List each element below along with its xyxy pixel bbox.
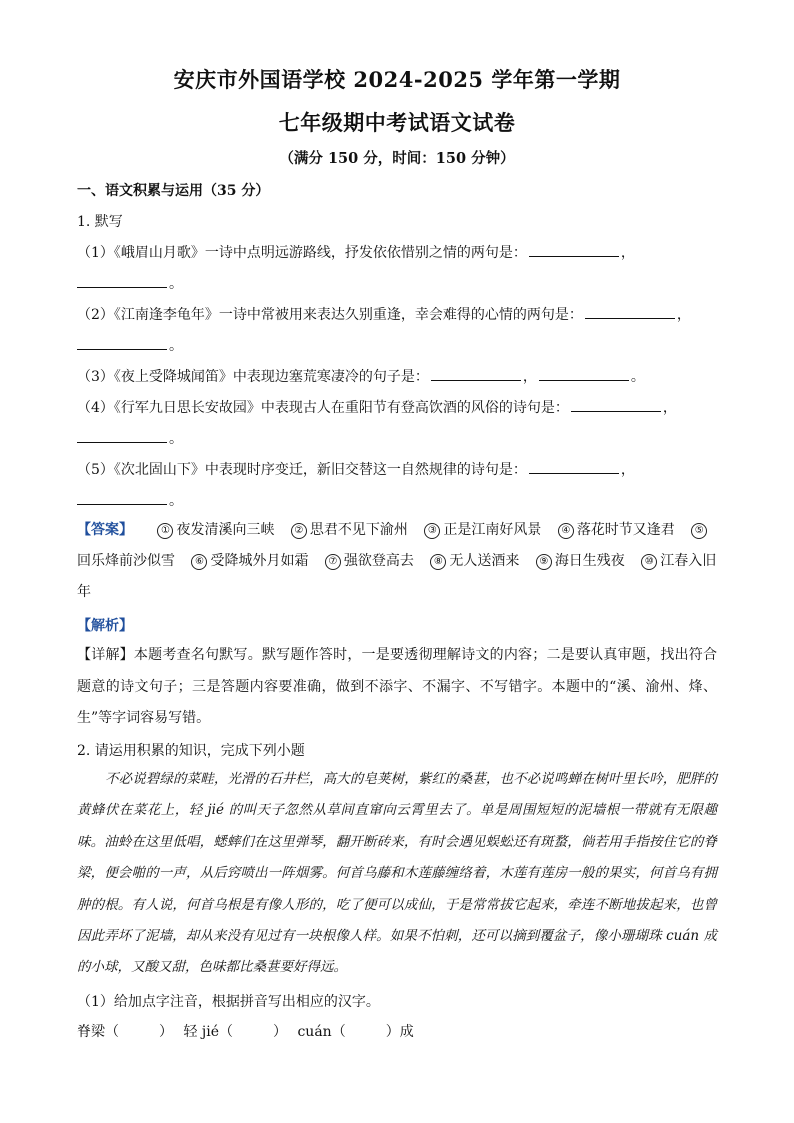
answer-text: 回乐烽前沙似雪 <box>77 553 175 569</box>
answer-number: ⑨ <box>536 554 552 570</box>
answer-block <box>77 515 717 608</box>
item-prompt: （3）《夜上受降城闻笛》中表现边塞荒寒凄冷的句子是： <box>77 369 429 385</box>
fill-label-1: 脊梁（ <box>77 1024 119 1040</box>
answer-number: ⑤ <box>691 523 707 539</box>
answer-text: 无人送酒来 <box>449 553 520 569</box>
question-1-stem: 1. 默写 <box>77 214 123 230</box>
question-1-item-2-cont <box>77 335 717 355</box>
separator: ， <box>676 307 691 323</box>
question-1-item-5 <box>77 459 717 479</box>
answer-blank[interactable] <box>571 397 661 412</box>
answer-number: ⑧ <box>430 554 446 570</box>
reading-passage: 不必说碧绿的菜畦，光滑的石井栏，高大的皂荚树，紫红的桑葚，也不必说鸣蝉在树叶里长吟，肥胖的黄蜂伏在菜花上，轻 jié 的叫天子忽然从草间直窜向云霄里去了。单是周围短短的泥墙根一带就有无限趣味。油蛉在这里低唱，蟋蟀们在这里弹琴，翻开断砖来，有时会遇见蜈蚣还有斑蝥，倘若用手指按住它的脊梁，便会啪的一声，从后窍喷出一阵烟雾。何首乌藤和木莲藤缠络着，木莲有莲房一般的果实，何首乌有拥肿的根。有人说，何首乌根是有像人形的，吃了便可以成仙，于是常常拔它起来，牵连不断地拔起来，也曾因此弄坏了泥墙，却从来没有见过有一块根像人样。如果不怕刺，还可以摘到覆盆子，像小珊瑚珠 cuán 成的小球，又酸又甜，色味都比桑葚要好得远。 <box>77 771 717 976</box>
exam-score-time: （满分 150 分，时间：150 分钟） <box>279 150 515 167</box>
separator: ， <box>620 245 635 261</box>
answer-number: ① <box>157 523 173 539</box>
answer-number: ⑦ <box>325 554 341 570</box>
answer-text: 落花时节又逢君 <box>576 522 675 538</box>
exam-title: 安庆市外国语学校 2024-2025 学年第一学期 <box>173 67 621 92</box>
separator: ， <box>662 400 677 416</box>
question-2-sub-1: （1）给加点字注音，根据拼音写出相应的汉字。 <box>77 994 380 1010</box>
answer-number: ③ <box>424 523 440 539</box>
answer-number: ⑩ <box>641 554 657 570</box>
terminator: 。 <box>169 338 183 354</box>
item-prompt: （2）《江南逢李龟年》一诗中常被用来表达久别重逢，幸会难得的心情的两句是： <box>77 307 583 323</box>
question-1-item-3 <box>77 366 717 386</box>
answer-blank[interactable] <box>77 428 167 443</box>
exam-subtitle-title: 七年级期中考试语文试卷 <box>278 110 516 135</box>
analysis-detail: 【详解】本题考查名句默写。默写题作答时，一是要透彻理解诗文的内容；二是要认真审题，找出符合题意的诗文句子；三是答题内容要准确，做到不添字、不漏字、不写错字。本题中的“溪、渝州、烽、生”等字词容易写错。 <box>77 647 717 726</box>
analysis-tag: 【解析】 <box>77 618 133 634</box>
answer-blank[interactable] <box>539 366 629 381</box>
fill-close-1: ） <box>159 1024 173 1040</box>
terminator: 。 <box>630 369 645 385</box>
answer-tag: 【答案】 <box>77 522 133 538</box>
section-heading: 一、语文积累与运用（35 分） <box>77 183 270 199</box>
answer-blank[interactable] <box>77 490 167 505</box>
answer-text: 受降城外月如霜 <box>210 553 309 569</box>
answer-text: 强欲登高去 <box>343 553 414 569</box>
answer-blank[interactable] <box>431 366 521 381</box>
question-1-item-1 <box>77 242 717 262</box>
question-2-stem: 2. 请运用积累的知识，完成下列小题 <box>77 743 305 759</box>
item-prompt: （4）《行军九日思长安故园》中表现古人在重阳节有登高饮酒的风俗的诗句是： <box>77 400 569 416</box>
answer-text: 思君不见下渝州 <box>309 522 408 538</box>
answer-text: 江春入旧年 <box>77 553 717 600</box>
fill-label-3: cuán（ <box>297 1024 346 1040</box>
terminator: 。 <box>169 276 183 292</box>
question-1-item-2 <box>77 304 717 324</box>
terminator: 。 <box>169 493 183 509</box>
separator: ， <box>522 369 537 385</box>
answer-number: ④ <box>558 523 574 539</box>
question-1-item-4-cont <box>77 428 717 448</box>
item-prompt: （1）《峨眉山月歌》一诗中点明远游路线，抒发依依惜别之情的两句是： <box>77 245 527 261</box>
answer-blank[interactable] <box>529 459 619 474</box>
question-2-fill-row <box>77 1021 717 1041</box>
answer-blank[interactable] <box>585 304 675 319</box>
answer-blank[interactable] <box>529 242 619 257</box>
question-1-item-5-cont <box>77 490 717 510</box>
fill-close-3: ）成 <box>385 1024 414 1040</box>
fill-close-2: ） <box>273 1024 288 1040</box>
question-1-item-1-cont <box>77 273 717 293</box>
answer-blank[interactable] <box>77 273 167 288</box>
terminator: 。 <box>169 431 183 447</box>
question-1-item-4 <box>77 397 717 417</box>
answer-blank[interactable] <box>77 335 167 350</box>
fill-label-2: 轻 jié（ <box>183 1024 234 1040</box>
answer-text: 海日生残夜 <box>554 553 625 569</box>
answer-text: 夜发清溪向三峡 <box>176 522 275 538</box>
separator: ， <box>620 462 635 478</box>
answer-number: ⑥ <box>191 554 207 570</box>
item-prompt: （5）《次北固山下》中表现时序变迁，新旧交替这一自然规律的诗句是： <box>77 462 527 478</box>
answer-text: 正是江南好风景 <box>443 522 542 538</box>
answer-number: ② <box>291 523 307 539</box>
